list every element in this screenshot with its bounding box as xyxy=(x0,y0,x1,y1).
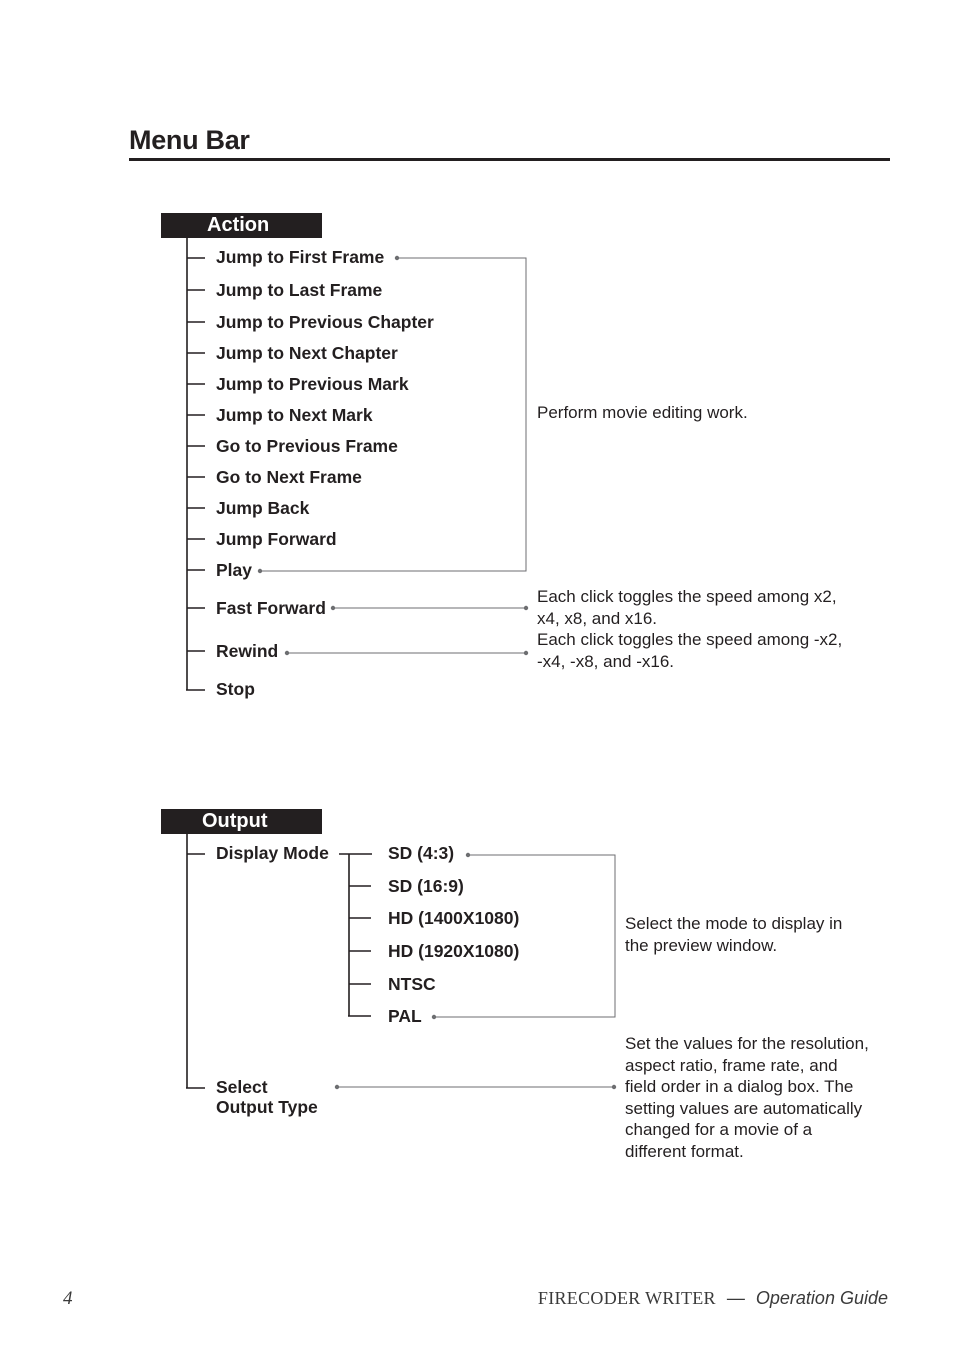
footer-title xyxy=(538,1288,888,1309)
desc-output-type-line-4: setting values are automatically xyxy=(625,1098,863,1118)
mode-ntsc: NTSC xyxy=(388,974,436,994)
desc-rewind-line-1: Each click toggles the speed among -x2, xyxy=(537,630,843,649)
desc-display-mode-line-1: Select the mode to display in xyxy=(625,914,843,933)
desc-output-type-line-3: field order in a dialog box. The xyxy=(625,1077,854,1096)
desc-output-type xyxy=(625,1033,869,1162)
desc-display-mode-line-2: the preview window. xyxy=(625,935,778,955)
desc-rewind xyxy=(537,629,842,672)
desc-fast-forward-line-1: Each click toggles the speed among x2, xyxy=(537,587,837,606)
footer-dash: — xyxy=(726,1288,745,1308)
select-output-type-line-1: Select xyxy=(216,1077,268,1097)
action-menu-header: Action xyxy=(161,213,322,238)
footer-product: FIRECODER WRITER xyxy=(537,1288,716,1308)
action-item-jump-next-chapter: Jump to Next Chapter xyxy=(216,343,398,363)
action-item-jump-forward: Jump Forward xyxy=(216,529,337,549)
action-item-stop: Stop xyxy=(216,679,255,699)
desc-output-type-line-2: aspect ratio, frame rate, and xyxy=(625,1055,838,1075)
desc-rewind-line-2: -x4, -x8, and -x16. xyxy=(537,651,675,671)
desc-editing: Perform movie editing work. xyxy=(537,403,748,422)
mode-hd-1400: HD (1400X1080) xyxy=(388,908,520,928)
action-item-jump-previous-chapter: Jump to Previous Chapter xyxy=(216,312,434,332)
action-item-jump-next-mark: Jump to Next Mark xyxy=(216,405,373,425)
action-item-jump-back: Jump Back xyxy=(216,498,310,518)
action-item-fast-forward: Fast Forward xyxy=(216,598,326,618)
action-item-play: Play xyxy=(216,560,252,580)
desc-fast-forward xyxy=(537,586,837,629)
action-item-jump-first-frame: Jump to First Frame xyxy=(216,247,385,267)
page-title: Menu Bar xyxy=(129,125,250,155)
action-item-previous-frame: Go to Previous Frame xyxy=(216,436,398,456)
mode-sd-16-9: SD (16:9) xyxy=(388,876,464,896)
mode-hd-1920: HD (1920X1080) xyxy=(388,941,520,961)
desc-output-type-line-5: changed for a movie of a xyxy=(625,1120,813,1139)
action-item-jump-previous-mark: Jump to Previous Mark xyxy=(216,374,409,394)
action-item-jump-last-frame: Jump to Last Frame xyxy=(216,280,383,300)
desc-output-type-line-6: different format. xyxy=(625,1141,744,1161)
select-output-type-line-2: Output Type xyxy=(216,1097,318,1117)
page-number: 4 xyxy=(63,1288,73,1309)
mode-sd-4-3: SD (4:3) xyxy=(388,843,455,863)
output-menu-header: Output xyxy=(161,809,322,834)
output-item-select-output-type xyxy=(216,1077,318,1117)
action-item-rewind: Rewind xyxy=(216,641,279,661)
mode-pal: PAL xyxy=(388,1006,422,1026)
action-item-next-frame: Go to Next Frame xyxy=(216,467,362,487)
desc-fast-forward-line-2: x4, x8, and x16. xyxy=(537,608,658,628)
desc-output-type-line-1: Set the values for the resolution, xyxy=(625,1034,869,1053)
footer-guide: Operation Guide xyxy=(755,1288,888,1308)
output-item-display-mode: Display Mode xyxy=(216,843,329,863)
desc-display-mode xyxy=(625,913,842,956)
